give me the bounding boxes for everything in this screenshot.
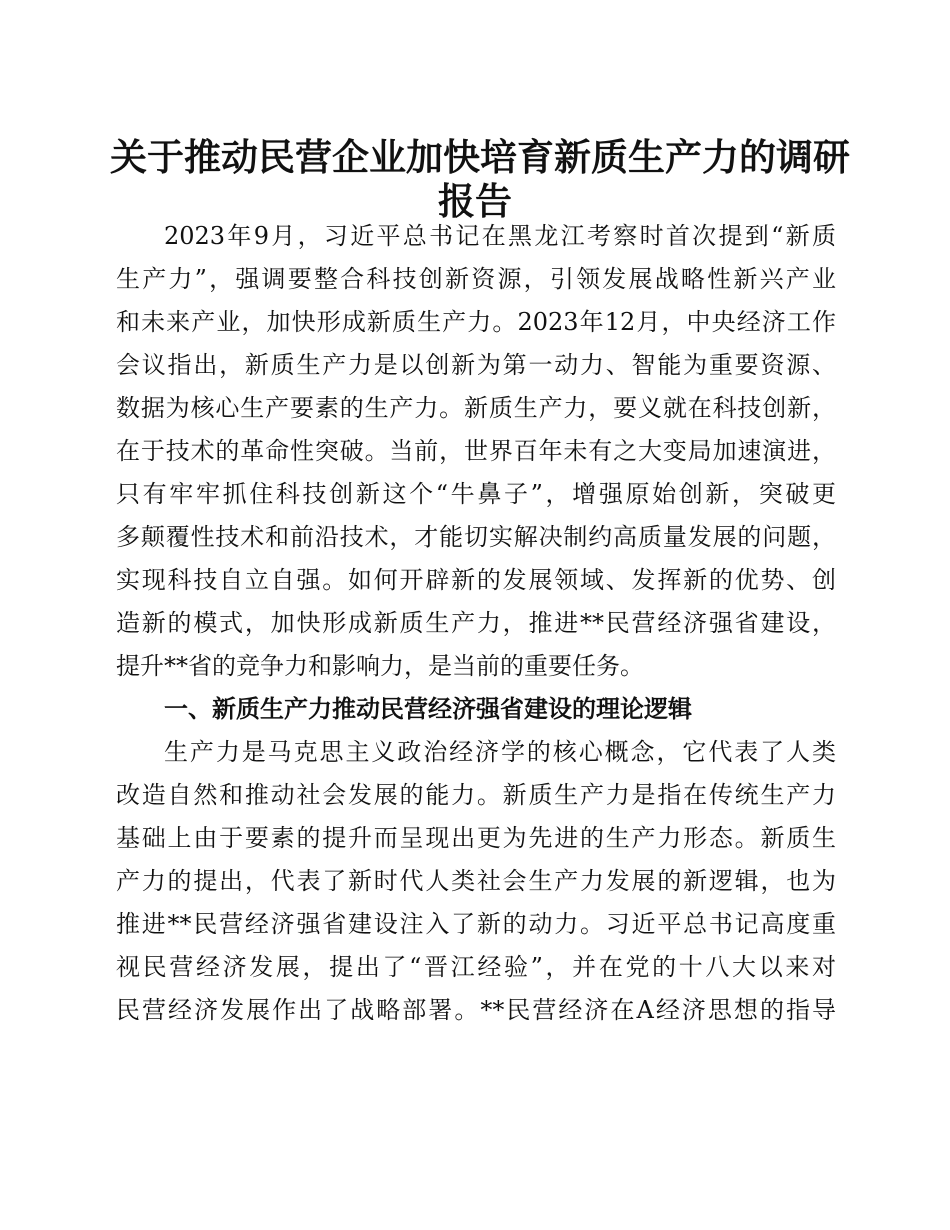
document-title-line-1: 关于推动民营企业加快培育新质生产力的调研	[110, 135, 850, 179]
paragraph-2-line: 改造自然和推动社会发展的能力。新质生产力是指在传统生产力	[116, 781, 836, 809]
paragraph-2-line: 推进**民营经济强省建设注入了新的动力。习近平总书记高度重	[116, 910, 836, 938]
paragraph-1-line: 数据为核心生产要素的生产力。新质生产力，要义就在科技创新，	[116, 394, 836, 422]
paragraph-2-line: 民营经济发展作出了战略部署。**民营经济在A经济思想的指导	[116, 996, 836, 1024]
paragraph-2-line: 视民营经济发展，提出了“晋江经验”，并在党的十八大以来对	[116, 953, 836, 981]
paragraph-1-line: 只有牢牢抓住科技创新这个“牛鼻子”，增强原始创新，突破更	[116, 480, 836, 508]
paragraph-2-line: 基础上由于要素的提升而呈现出更为先进的生产力形态。新质生	[116, 824, 836, 852]
paragraph-1-line: 实现科技自立自强。如何开辟新的发展领域、发挥新的优势、创	[116, 566, 836, 594]
paragraph-1-line: 造新的模式，加快形成新质生产力，推进**民营经济强省建设，	[116, 609, 836, 637]
paragraph-2-line: 产力的提出，代表了新时代人类社会生产力发展的新逻辑，也为	[116, 867, 836, 895]
section-heading-1: 一、新质生产力推动民营经济强省建设的理论逻辑	[164, 695, 692, 723]
paragraph-1-line: 会议指出，新质生产力是以创新为第一动力、智能为重要资源、	[116, 351, 836, 379]
paragraph-1-line: 在于技术的革命性突破。当前，世界百年未有之大变局加速演进，	[116, 437, 836, 465]
paragraph-1-line: 提升**省的竞争力和影响力，是当前的重要任务。	[116, 652, 644, 680]
paragraph-2-line: 生产力是马克思主义政治经济学的核心概念，它代表了人类	[164, 738, 836, 766]
document-title-line-2: 报告	[438, 179, 512, 223]
paragraph-1-line: 和未来产业，加快形成新质生产力。2023年12月，中央经济工作	[116, 308, 836, 336]
paragraph-1-line: 生产力”，强调要整合科技创新资源，引领发展战略性新兴产业	[116, 265, 836, 293]
paragraph-1-line: 多颠覆性技术和前沿技术，才能切实解决制约高质量发展的问题，	[116, 523, 836, 551]
paragraph-1-line: 2023年9月，习近平总书记在黑龙江考察时首次提到“新质	[164, 222, 836, 250]
